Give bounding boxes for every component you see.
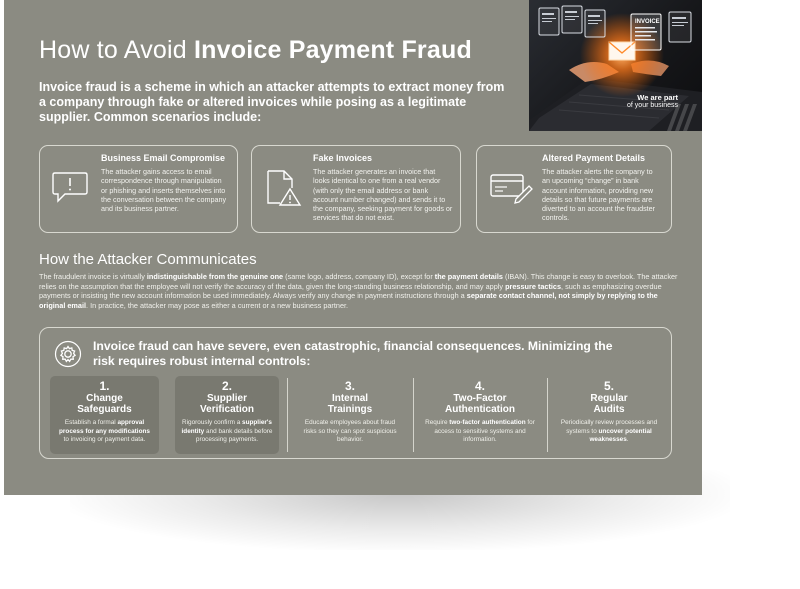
control-description: [418, 419, 542, 445]
text-run: and bank details before processing payments.: [195, 427, 273, 443]
text-run-strong: separate contact channel, not simply by replying to the original email: [39, 291, 658, 310]
control-item-two-factor: [418, 376, 542, 454]
infographic-sheet: [4, 0, 702, 495]
text-run: The fraudulent invoice is virtually: [39, 272, 147, 281]
scenario-card-bec: [39, 145, 238, 233]
control-name-line1: Change: [86, 393, 123, 404]
text-run-strong: the payment details: [434, 272, 503, 281]
control-name-line2: Verification: [200, 404, 254, 415]
document-warning-icon: [264, 168, 302, 208]
control-name-line2: Audits: [593, 404, 625, 415]
tagline-line-2: of your business: [627, 102, 678, 109]
text-run: Require: [425, 419, 450, 426]
text-run: .: [626, 436, 629, 443]
control-name-line2: Authentication: [445, 404, 515, 415]
divider: [287, 378, 288, 452]
text-run: Establish a formal: [64, 419, 118, 426]
page-title: [39, 36, 472, 65]
title-prefix: How to Avoid: [39, 36, 195, 64]
text-run: Educate employees about fraud risks so they can spot suspicious behavior.: [303, 419, 397, 443]
brand-tagline: [627, 94, 678, 110]
text-run: Periodically review processes and systems to: [560, 419, 658, 435]
communicates-paragraph: [39, 272, 679, 310]
text-run: (same logo, address, company ID), except for: [283, 272, 435, 281]
control-item-change-safeguards: [50, 376, 159, 454]
scenario-card-fake-invoices: [251, 145, 461, 233]
control-name-line1: Supplier: [206, 393, 247, 404]
control-name-line1: Two-Factor: [453, 393, 507, 404]
laptop-invoice-illustration: [529, 0, 702, 131]
text-run: to invoicing or payment data.: [63, 436, 146, 443]
control-name-line2: Trainings: [327, 404, 373, 415]
divider: [413, 378, 414, 452]
control-number: 1.: [99, 379, 110, 393]
text-run-strong: approval process for any modifications: [59, 419, 150, 435]
text-run: Rigorously confirm a: [182, 419, 243, 426]
text-run: , such as emphasizing overdue payments or insisting the new account information be used immediately. Always verify any change in payment instructions through a: [39, 281, 662, 301]
tagline-line-1: We are part: [637, 93, 678, 102]
control-description: [552, 419, 666, 445]
hero-photo: [529, 0, 702, 131]
control-name-line1: Regular: [590, 393, 628, 404]
control-item-regular-audits: [552, 376, 666, 454]
scenario-body: The attacker alerts the company to an upcoming “change” in bank account information, providing new details so that future payments are diverted to an account the fraudster controls.: [542, 167, 656, 223]
speech-alert-icon: [51, 170, 91, 206]
scenario-card-altered-payment: [476, 145, 672, 233]
control-description: [50, 419, 159, 445]
control-number: 5.: [603, 379, 614, 393]
card-pen-icon: [489, 172, 533, 206]
control-item-supplier-verification: [175, 376, 279, 454]
control-description: [175, 419, 279, 445]
divider: [547, 378, 548, 452]
text-run: (IBAN). This change is easy to overlook. The attacker relies on the assumption that the employee will not verify the accuracy of the data, given the long-standing business relationship, and may apply: [39, 272, 678, 291]
text-run-strong: supplier's identity: [181, 419, 272, 435]
text-run-strong: indistinguishable from the genuine one: [146, 272, 284, 281]
control-item-internal-trainings: [292, 376, 408, 454]
section-heading: How the Attacker Communicates: [39, 251, 257, 268]
text-run-strong: pressure tactics: [505, 281, 562, 291]
text-run: for access to sensitive systems and information.: [434, 419, 535, 443]
scenario-body: The attacker gains access to email correspondence through manipulation or phishing and inserts themselves into the conversation between the company and its business partner.: [101, 167, 227, 214]
text-run-strong: two-factor authentication: [449, 419, 526, 426]
scenario-body: The attacker generates an invoice that looks identical to one from a real vendor (with only the email address or bank account number changed) and sends it to the company, seeking payment for goods or services that do not exist.: [313, 167, 453, 223]
control-name-line1: Internal: [331, 393, 369, 404]
control-number: 4.: [474, 379, 485, 393]
title-strong: Invoice Payment Fraud: [194, 36, 472, 64]
control-description: [292, 419, 408, 445]
controls-headline: Invoice fraud can have severe, even catastrophic, financial consequences. Minimizing the risk requires robust internal controls:: [93, 339, 613, 368]
gear-icon: [54, 340, 82, 368]
control-number: 3.: [344, 379, 355, 393]
scenario-title: Business Email Compromise: [101, 153, 226, 163]
text-run: . In practice, the attacker may pose as either a current or a new business partner.: [86, 300, 349, 310]
control-name-line2: Safeguards: [77, 404, 132, 415]
controls-panel: [39, 327, 672, 459]
intro-text: Invoice fraud is a scheme in which an attacker attempts to extract money from a company through fake or altered invoices while posing as a legitimate supplier. Common scenarios include:: [39, 80, 505, 124]
invoice-label: INVOICE: [635, 19, 660, 25]
control-number: 2.: [221, 379, 232, 393]
scenario-title: Fake Invoices: [313, 153, 373, 163]
scenario-title: Altered Payment Details: [542, 153, 646, 163]
text-run-strong: uncover potential weaknesses: [589, 427, 652, 443]
